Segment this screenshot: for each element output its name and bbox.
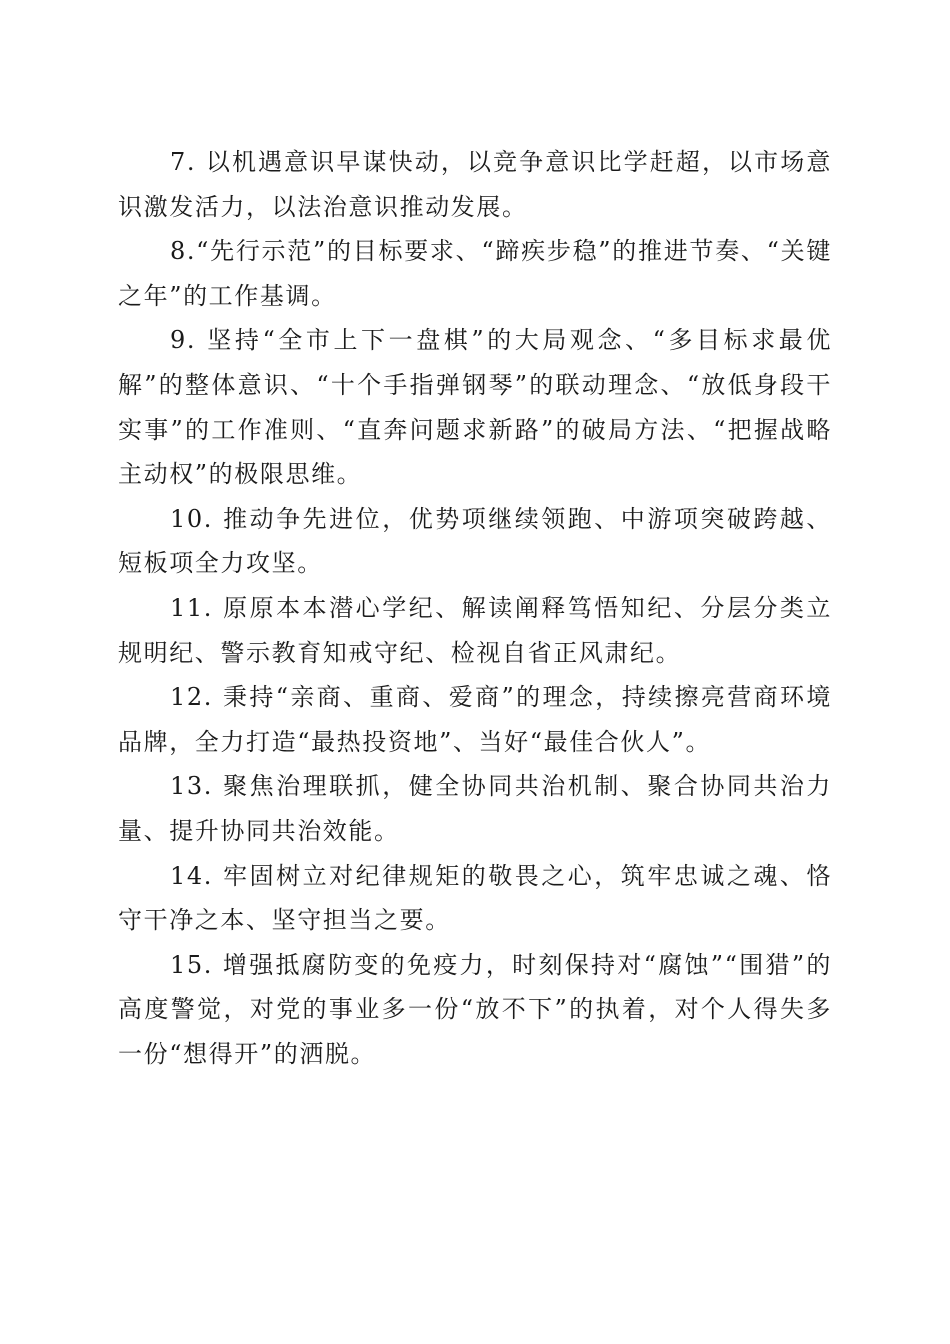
- paragraph-9: 9. 坚持“全市上下一盘棋”的大局观念、“多目标求最优解”的整体意识、“十个手指弹钢琴”的联动理念、“放低身段干实事”的工作准则、“直奔问题求新路”的破局方法、“把握战略主动权”的极限思维。: [118, 326, 832, 489]
- paragraph-8: 8.“先行示范”的目标要求、“蹄疾步稳”的推进节奏、“关键之年”的工作基调。: [118, 237, 832, 310]
- paragraph-15: 15. 增强抵腐防变的免疫力，时刻保持对“腐蚀”“围猎”的高度警觉，对党的事业多一份“放不下”的执着，对个人得失多一份“想得开”的洒脱。: [118, 950, 832, 1068]
- paragraph-7: 7. 以机遇意识早谋快动，以竞争意识比学赶超，以市场意识激发活力，以法治意识推动发展。: [118, 148, 832, 221]
- paragraph-10: 10. 推动争先进位，优势项继续领跑、中游项突破跨越、短板项全力攻坚。: [118, 504, 832, 578]
- paragraph-13: 13. 聚焦治理联抓，健全协同共治机制、聚合协同共治力量、提升协同共治效能。: [118, 772, 832, 845]
- paragraph-11: 11. 原原本本潜心学纪、解读阐释笃悟知纪、分层分类立规明纪、警示教育知戒守纪、检视自省正风肃纪。: [118, 593, 832, 667]
- paragraph-14: 14. 牢固树立对纪律规矩的敬畏之心，筑牢忠诚之魂、恪守干净之本、坚守担当之要。: [118, 861, 832, 935]
- paragraph-12: 12. 秉持“亲商、重商、爱商”的理念，持续擦亮营商环境品牌，全力打造“最热投资地”、当好“最佳合伙人”。: [118, 683, 832, 756]
- document-body: [118, 140, 832, 1076]
